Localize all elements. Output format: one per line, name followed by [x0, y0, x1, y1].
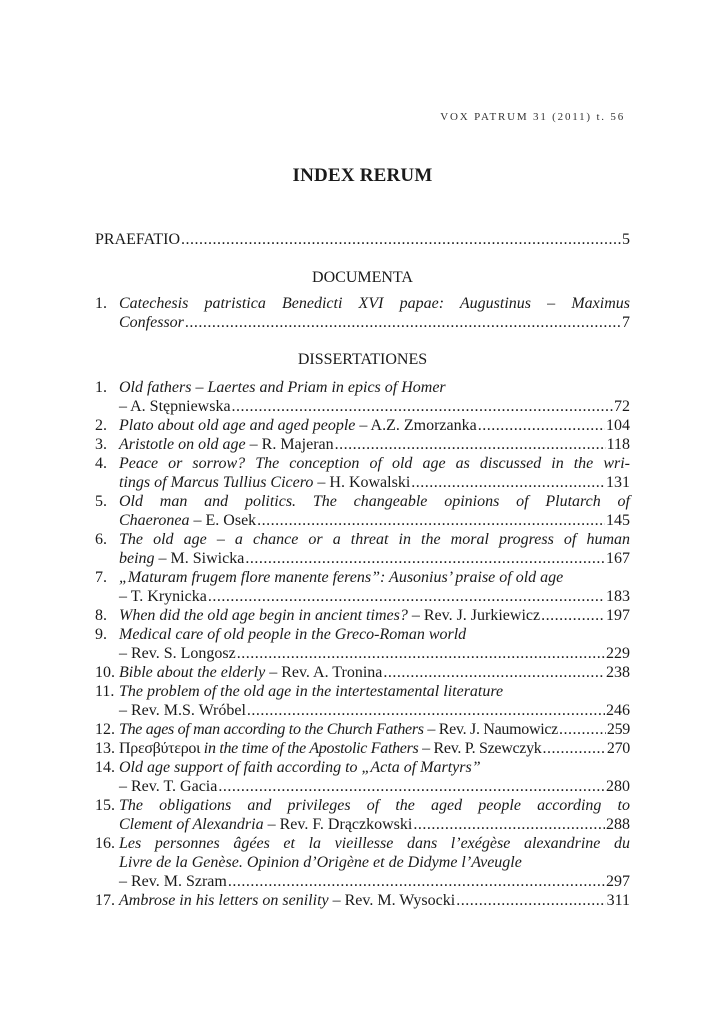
page-number: 72 [614, 398, 630, 415]
toc-entry [95, 834, 630, 891]
entry-title: Catechesis patristica Benedicti XVI papae: Augustinus – Maximus [119, 295, 630, 312]
page-number: 7 [622, 314, 630, 331]
section-heading-documenta: DOCUMENTA [312, 269, 413, 286]
dot-leader [411, 473, 605, 492]
toc-entry [95, 758, 630, 796]
entry-author: – Rev. T. Gacia [119, 778, 218, 795]
entry-title: Ambrose in his letters on senility [119, 892, 329, 909]
toc-entry [95, 294, 630, 332]
entry-title-cont: Livre de la Genèse. Opinion d’Origène et de Didyme l’Aveugle [119, 854, 522, 871]
page-number: 259 [606, 721, 630, 738]
entry-title-cont: tings of Marcus Tullius Cicero [119, 474, 314, 491]
toc-entry [95, 663, 630, 682]
dot-leader [181, 230, 621, 249]
entry-number: 13. [95, 740, 115, 757]
page-number: 118 [606, 436, 630, 453]
entry-author: – T. Krynicka [119, 588, 207, 605]
entry-author: – A.Z. Zmorzanka [355, 417, 477, 434]
entry-author: – H. Kowalski [313, 474, 411, 491]
running-head: VOX PATRUM 31 (2011) t. 56 [440, 111, 625, 123]
entry-title: The problem of the old age in the intertestamental literature [119, 683, 504, 700]
dissertationes-section [95, 350, 630, 910]
toc-entry [95, 530, 630, 568]
dot-leader [383, 663, 605, 682]
entry-title: The ages of man according to the Church Fathers [119, 721, 424, 738]
entry-number: 2. [95, 417, 107, 434]
entry-title: „Maturam frugem flore manente ferens”: Ausonius’ praise of old age [119, 569, 564, 586]
toc-entry [95, 682, 630, 720]
dot-leader [413, 815, 605, 834]
dot-leader [218, 777, 605, 796]
page-number: 229 [606, 645, 630, 662]
entry-title-cont: Chaeronea [119, 512, 190, 529]
praefatio-entry [95, 230, 630, 249]
entry-number: 17. [95, 892, 115, 909]
entry-number: 7. [95, 569, 107, 586]
entry-number: 8. [95, 607, 107, 624]
entry-author: – Rev. F. Drączkowski [263, 816, 413, 833]
page-number: 104 [606, 417, 630, 434]
entry-title: Aristotle on old age [119, 436, 246, 453]
page-number: 297 [606, 873, 630, 890]
dot-leader [335, 435, 606, 454]
page-number: 197 [606, 607, 630, 624]
entry-title: Old age support of faith according to „Acta of Martyrs” [119, 759, 481, 776]
entry-author: – Rev. A. Tronina [265, 664, 383, 681]
entry-author: – M. Siwicka [154, 550, 245, 567]
dot-leader [247, 701, 605, 720]
toc-entry [95, 378, 630, 416]
entry-author: – A. Stępniewska [119, 398, 231, 415]
entry-number: 12. [95, 721, 115, 738]
toc-entry [95, 606, 630, 625]
page-number: 5 [622, 231, 630, 248]
toc-entry [95, 891, 630, 910]
dot-leader [185, 313, 621, 332]
dot-leader [456, 891, 605, 910]
entry-number: 14. [95, 759, 115, 776]
entry-title: Les personnes âgées et la vieillesse dans l’exégèse alexandrine du [119, 835, 630, 852]
entry-author: – Rev. M. Szram [119, 873, 227, 890]
entry-greek-term: Πρεσβύτεροι [119, 740, 201, 757]
entry-title-cont: being [119, 550, 155, 567]
entry-number: 5. [95, 493, 107, 510]
section-heading-dissertationes: DISSERTATIONES [297, 351, 428, 368]
dot-leader [541, 606, 605, 625]
entry-author: – Rev. J. Jurkiewicz [407, 607, 541, 624]
page-number: 280 [606, 778, 630, 795]
dot-leader [208, 587, 605, 606]
dot-leader [237, 644, 605, 663]
praefatio-label: PRAEFATIO [95, 231, 181, 248]
page-title: INDEX RERUM [292, 165, 433, 186]
entry-number: 11. [95, 683, 115, 700]
page-number: 270 [606, 740, 630, 757]
documenta-section [95, 268, 630, 332]
page-number: 238 [606, 664, 630, 681]
dot-leader [478, 416, 605, 435]
entry-number: 9. [95, 626, 107, 643]
entry-number: 4. [95, 455, 107, 472]
dot-leader [245, 549, 605, 568]
entry-title: The obligations and privileges of the aged people according to [119, 797, 630, 814]
entry-number: 1. [95, 295, 107, 312]
entry-title: Plato about old age and aged people [119, 417, 356, 434]
page-number: 167 [606, 550, 630, 567]
toc-entry [95, 720, 630, 739]
entry-title: Medical care of old people in the Greco-Roman world [119, 626, 467, 643]
toc-entry [95, 454, 630, 492]
toc-entry [95, 435, 630, 454]
page-number: 145 [606, 512, 630, 529]
toc-entry [95, 416, 630, 435]
entry-number: 16. [95, 835, 115, 852]
page-number: 311 [606, 892, 630, 909]
entry-title: Old fathers – Laertes and Priam in epics of Homer [119, 379, 446, 396]
entry-title: When did the old age begin in ancient times? [119, 607, 408, 624]
page-number: 183 [606, 588, 630, 605]
entry-title: The old age – a chance or a threat in the moral progress of human [119, 531, 630, 548]
entry-title: Peace or sorrow? The conception of old age as discussed in the wri- [119, 455, 630, 472]
entry-author: – R. Majeran [245, 436, 334, 453]
dot-leader [542, 739, 605, 758]
entry-number: 1. [95, 379, 107, 396]
dot-leader [228, 872, 605, 891]
page-number: 288 [606, 816, 630, 833]
page-number: 246 [606, 702, 630, 719]
toc-entry [95, 625, 630, 663]
dot-leader [232, 397, 613, 416]
entry-title: Old man and politics. The changeable opinions of Plutarch of [119, 493, 630, 510]
entry-number: 15. [95, 797, 115, 814]
toc-entry [95, 739, 630, 758]
entry-author: – Rev. P. Szewczyk [418, 740, 542, 757]
entry-author: – Rev. M. Wysocki [328, 892, 456, 909]
entry-title-cont: Confessor [119, 314, 184, 331]
entry-number: 10. [95, 664, 115, 681]
entry-title: Bible about the elderly [119, 664, 266, 681]
toc-entry [95, 568, 630, 606]
dot-leader [257, 511, 605, 530]
entry-author: – E. Osek [189, 512, 257, 529]
toc-entry [95, 492, 630, 530]
entry-number: 3. [95, 436, 107, 453]
entry-number: 6. [95, 531, 107, 548]
dot-leader [559, 720, 606, 739]
entry-title-cont: Clement of Alexandria [119, 816, 264, 833]
entry-author: – Rev. J. Naumowicz [423, 721, 558, 738]
entry-title: in the time of the Apostolic Fathers [200, 740, 419, 757]
page-number: 131 [606, 474, 630, 491]
entry-author: – Rev. S. Longosz [119, 645, 236, 662]
toc-entry [95, 796, 630, 834]
entry-author: – Rev. M.S. Wróbel [119, 702, 246, 719]
